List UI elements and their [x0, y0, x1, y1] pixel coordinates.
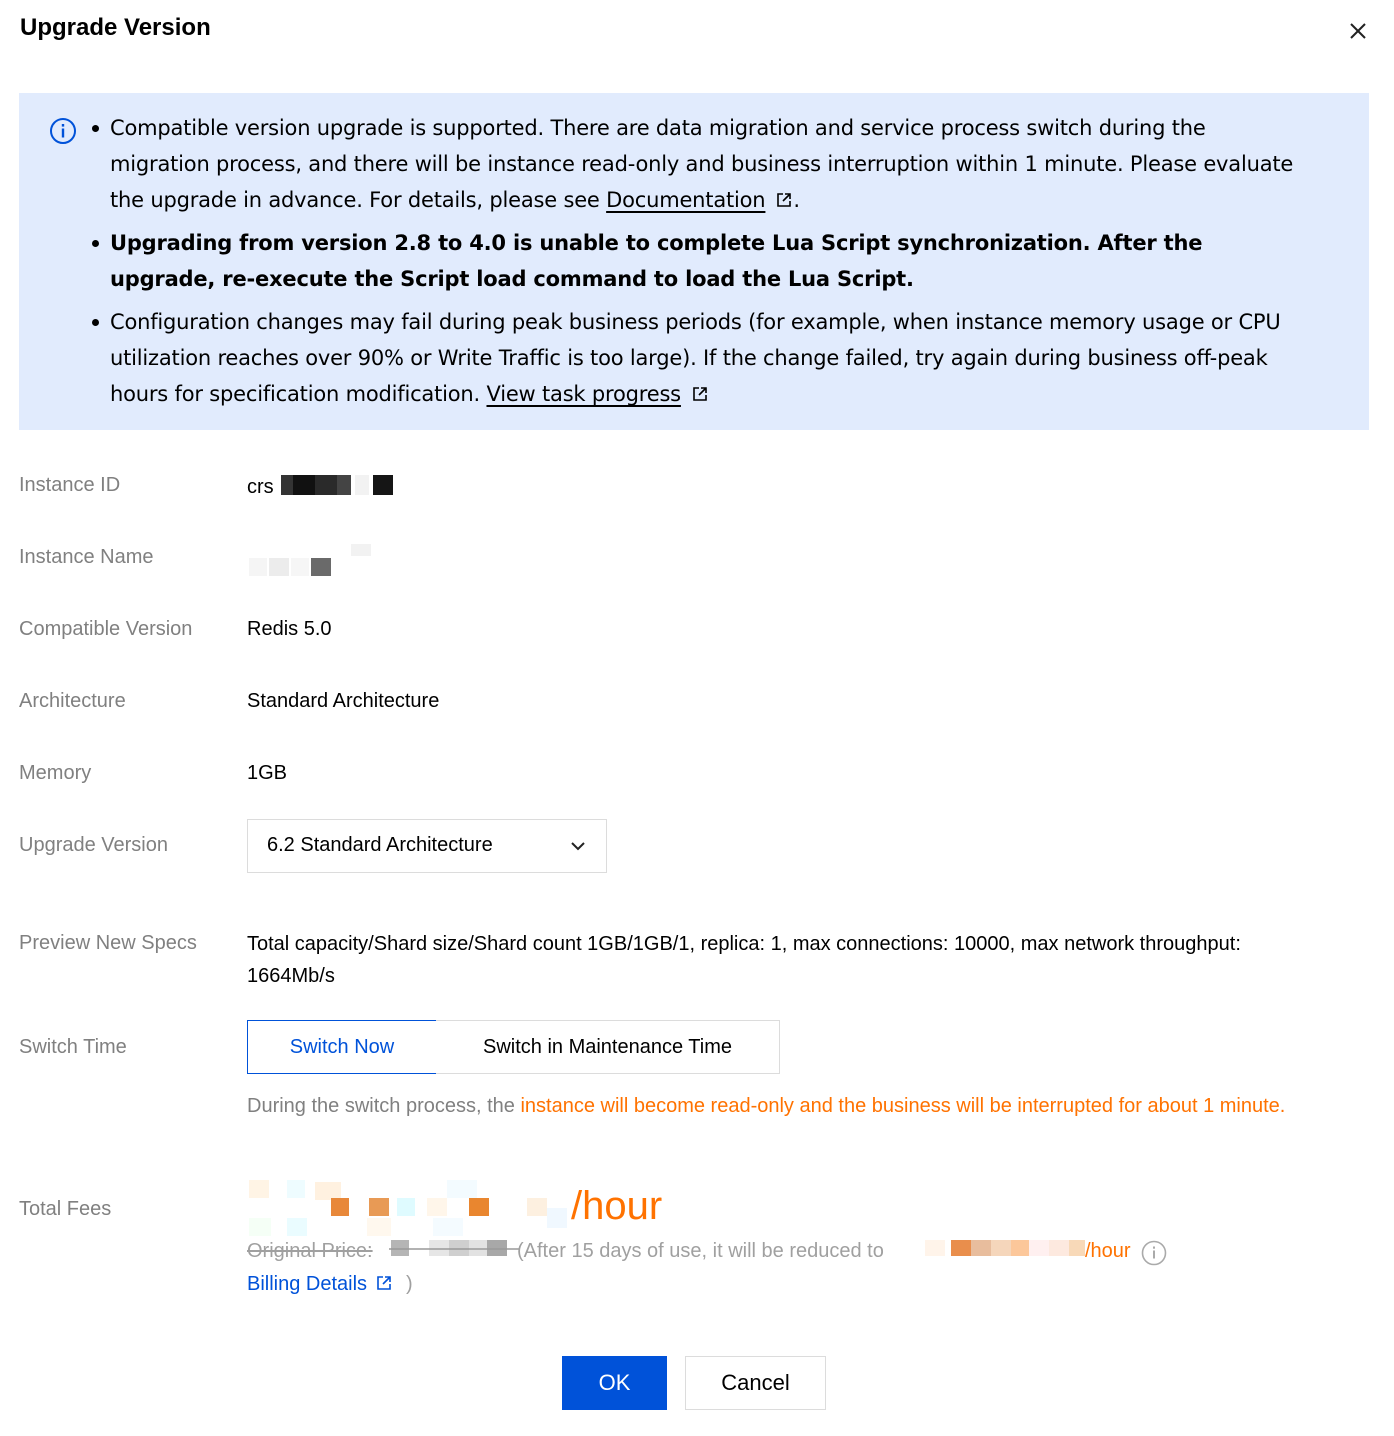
billing-details-text[interactable]: Billing Details: [247, 1273, 368, 1295]
close-button[interactable]: [1343, 16, 1373, 46]
redacted-price: [247, 1178, 573, 1238]
memory-label: Memory: [19, 762, 92, 784]
upgrade-version-selected: 6.2 Standard Architecture: [267, 834, 493, 856]
info-icon: [49, 117, 77, 145]
preview-specs-label: Preview New Specs: [19, 932, 197, 954]
reduced-price-suffix: /hour: [1085, 1240, 1131, 1262]
original-price-line: [247, 1240, 1247, 1268]
dialog-title: Upgrade Version: [20, 14, 211, 41]
billing-details-link[interactable]: [247, 1273, 393, 1296]
compatible-version-label: Compatible Version: [19, 618, 193, 640]
instance-id-prefix: crs: [247, 476, 274, 498]
switch-maintenance-option[interactable]: Switch in Maintenance Time: [436, 1020, 780, 1074]
architecture-label: Architecture: [19, 690, 126, 712]
after-use-text: (After 15 days of use, it will be reduced to: [517, 1240, 884, 1262]
chevron-down-icon: [570, 838, 586, 854]
instance-id-value: [247, 474, 395, 499]
compatible-version-value: Redis 5.0: [247, 618, 332, 640]
switch-hint-warning: instance will become read-only and the business will be interrupted for about 1 minute.: [520, 1095, 1286, 1117]
notice-text: Configuration changes may fail during peak business periods (for example, when instance memory usage or CPU utilization reaches over 90% or Write Traffic is too large). If the change failed, try again during business off-peak hours for specification modification.: [110, 310, 1281, 406]
instance-id-label: Instance ID: [19, 474, 121, 496]
instance-name-label: Instance Name: [19, 546, 154, 568]
notice-suffix: .: [793, 188, 800, 212]
view-task-progress-link[interactable]: View task progress: [486, 382, 681, 406]
redacted-original-price: [389, 1238, 519, 1258]
external-link-icon[interactable]: [375, 1274, 393, 1292]
external-link-icon[interactable]: [775, 191, 793, 209]
fee-price-suffix: /hour: [571, 1184, 663, 1228]
external-link-icon[interactable]: [691, 385, 709, 403]
switch-hint: [247, 1090, 1327, 1122]
close-icon: [1343, 16, 1373, 46]
switch-time-label: Switch Time: [19, 1036, 127, 1058]
preview-specs-value: Total capacity/Shard size/Shard count 1GB/1GB/1, replica: 1, max connections: 10000, max network throughput: 1664Mb/s: [247, 933, 1241, 987]
info-circle-icon[interactable]: [1141, 1240, 1167, 1266]
ok-button[interactable]: OK: [562, 1356, 667, 1410]
switch-now-option[interactable]: Switch Now: [247, 1020, 437, 1074]
notice-list: [110, 110, 1310, 419]
cancel-button[interactable]: Cancel: [685, 1356, 826, 1410]
documentation-link[interactable]: Documentation: [606, 188, 766, 212]
switch-hint-text: During the switch process, the: [247, 1095, 521, 1117]
notice-item-migration: [110, 110, 1310, 218]
memory-value: 1GB: [247, 762, 288, 784]
redacted-block: [247, 542, 377, 578]
total-fees-label: Total Fees: [19, 1198, 112, 1220]
upgrade-version-select[interactable]: [247, 819, 607, 873]
original-price-label: Original Price:: [247, 1240, 373, 1262]
notice-text: Compatible version upgrade is supported. There are data migration and service process switch during the migration process, and there will be instance read-only and business interruption within 1 minute. Please evaluate the upgrade in advance. For details, please see: [110, 116, 1294, 212]
notice-item-lua: Upgrading from version 2.8 to 4.0 is unable to complete Lua Script synchronization. After the upgrade, re-execute the Script load command to load the Lua Script.: [110, 225, 1310, 297]
closing-paren: ): [406, 1273, 413, 1295]
architecture-value: Standard Architecture: [247, 690, 440, 712]
upgrade-version-label: Upgrade Version: [19, 834, 168, 856]
notice-item-peak: [110, 304, 1310, 412]
redacted-reduced-price: [923, 1238, 1087, 1258]
redacted-block: [279, 474, 395, 496]
